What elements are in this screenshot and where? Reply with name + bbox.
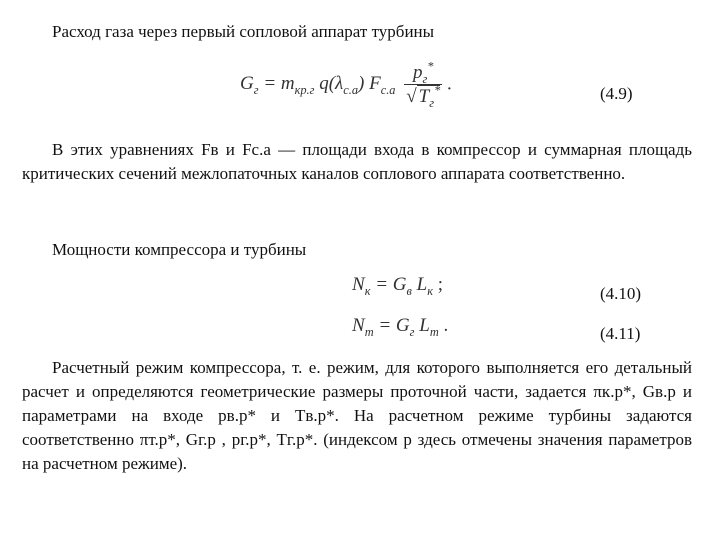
equation-number-4-9: (4.9) — [600, 84, 633, 103]
heading-power: Мощности компрессора и турбины — [52, 240, 307, 259]
formula-4-11: $N_т = G_г$ $L_т$ . — [352, 315, 449, 339]
equation-number-4-11: (4.11) — [600, 324, 641, 343]
paragraph-design: Расчетный режим компрессора, т. е. режим, для которого выполняется его детальный расчет и определяются геометрические размеры проточной части, задается πк.р*, Gв.р и параметрами на входе pв.р* и Tв.р*. На расчетном режиме турбины задаются соответственно πт.р*, Gг.р , pг.р*, Tг.р*. (индексом р здесь отмечены значения параметров на расчетном режиме). — [22, 358, 692, 473]
equation-number-4-10: (4.10) — [600, 284, 642, 303]
heading-gas-flow: Расход газа через первый сопловой аппарат турбины — [52, 22, 435, 41]
paragraph-areas: В этих уравнениях Fв и Fс.а — площади входа в компрессор и суммарная площадь критических сечений межлопаточных каналов соплового аппарата соответственно. — [22, 140, 692, 183]
formula-4-10: $N_к = G_в$ $L_к$ ; — [352, 274, 444, 298]
formula-4-9: $G_г = m_{кр.г}$ $q(\lambda_{с.а})$ $F_{с.а}$ $\frac{p_г^*}{√ T_г^*}$ . — [240, 59, 452, 110]
